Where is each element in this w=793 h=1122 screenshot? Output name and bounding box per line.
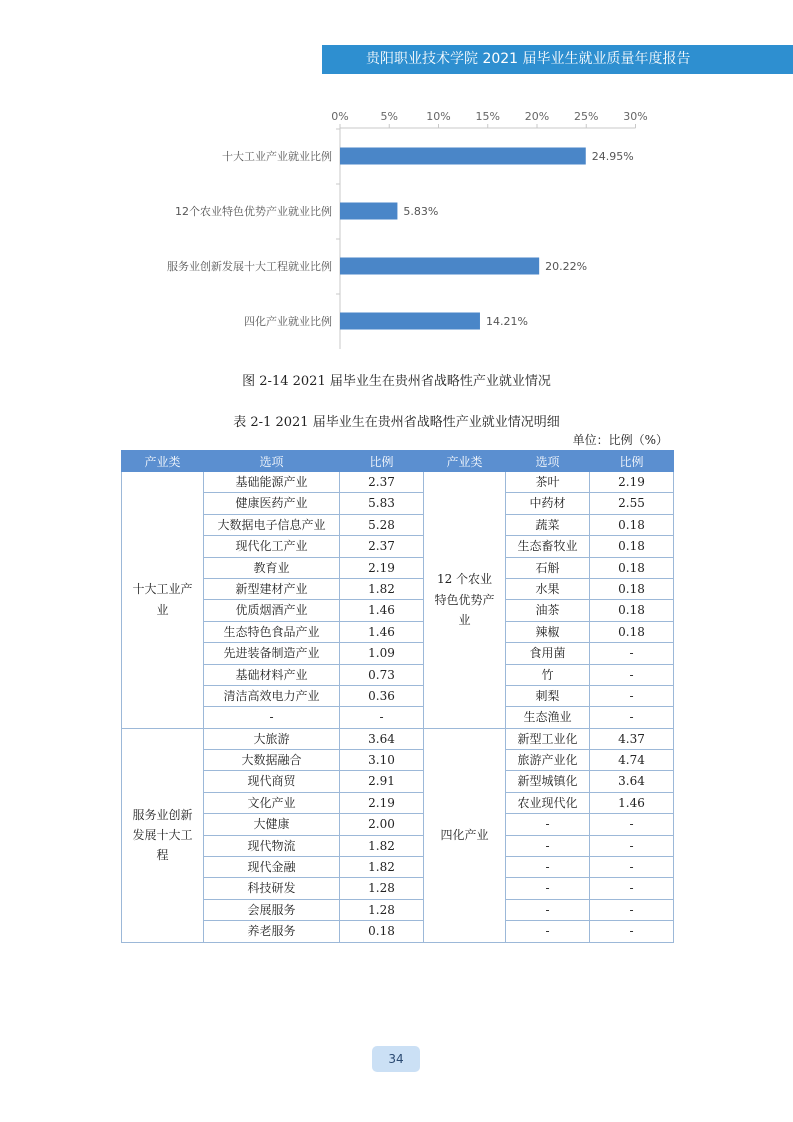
bar (340, 203, 397, 220)
left-option-cell: 现代商贸 (204, 771, 340, 792)
right-ratio-cell: 2.55 (590, 493, 674, 514)
right-ratio-cell: - (590, 664, 674, 685)
right-option-cell: 刺梨 (506, 685, 590, 706)
right-ratio-cell: 4.37 (590, 728, 674, 749)
right-option-cell: - (506, 857, 590, 878)
left-ratio-cell: 0.36 (340, 685, 424, 706)
header-option: 选项 (506, 451, 590, 472)
right-option-cell: 生态畜牧业 (506, 536, 590, 557)
x-tick-label: 30% (623, 110, 648, 123)
category-label: 十大工业产业就业比例 (222, 150, 332, 163)
table-row (122, 835, 674, 856)
left-ratio-cell: 5.83 (340, 493, 424, 514)
right-ratio-cell: - (590, 921, 674, 942)
left-option-cell: 现代化工产业 (204, 536, 340, 557)
right-option-cell: 新型工业化 (506, 728, 590, 749)
data-label: 14.21% (485, 315, 528, 328)
left-ratio-cell: 3.64 (340, 728, 424, 749)
left-option-cell: 养老服务 (204, 921, 340, 942)
left-ratio-cell: 1.46 (340, 600, 424, 621)
right-option-cell: - (506, 921, 590, 942)
left-option-cell: 科技研发 (204, 878, 340, 899)
right-option-cell: 油茶 (506, 600, 590, 621)
table-row (122, 621, 674, 642)
left-ratio-cell: 0.18 (340, 921, 424, 942)
table-row (122, 557, 674, 578)
left-ratio-cell: - (340, 707, 424, 728)
right-ratio-cell: - (590, 899, 674, 920)
right-ratio-cell: 1.46 (590, 792, 674, 813)
data-label: 20.22% (545, 260, 588, 273)
table-row (122, 600, 674, 621)
right-ratio-cell: 4.74 (590, 750, 674, 771)
left-option-cell: 大健康 (204, 814, 340, 835)
right-option-cell: - (506, 835, 590, 856)
left-option-cell: 先进装备制造产业 (204, 643, 340, 664)
table-row (122, 771, 674, 792)
right-option-cell: - (506, 814, 590, 835)
bar (340, 313, 480, 330)
right-option-cell: 农业现代化 (506, 792, 590, 813)
left-option-cell: 会展服务 (204, 899, 340, 920)
header-ratio: 比例 (340, 451, 424, 472)
left-ratio-cell: 2.91 (340, 771, 424, 792)
bar (340, 148, 586, 165)
right-ratio-cell: - (590, 878, 674, 899)
left-ratio-cell: 3.10 (340, 750, 424, 771)
x-tick-label: 20% (524, 110, 550, 123)
left-option-cell: 现代金融 (204, 857, 340, 878)
right-ratio-cell: - (590, 707, 674, 728)
left-option-cell: 健康医药产业 (204, 493, 340, 514)
left-option-cell: 现代物流 (204, 835, 340, 856)
left-ratio-cell: 1.82 (340, 857, 424, 878)
header-ratio: 比例 (590, 451, 674, 472)
x-tick-label: 15% (475, 110, 500, 123)
table-row (122, 493, 674, 514)
left-ratio-cell: 2.37 (340, 536, 424, 557)
left-category-cell: 服务业创新发展十大工程 (122, 728, 204, 942)
right-option-cell: 食用菌 (506, 643, 590, 664)
category-label: 12个农业特色优势产业就业比例 (175, 205, 332, 218)
left-option-cell: 基础能源产业 (204, 472, 340, 493)
left-category-cell: 十大工业产业 (122, 472, 204, 729)
right-ratio-cell: 0.18 (590, 514, 674, 535)
right-option-cell: 竹 (506, 664, 590, 685)
left-option-cell: 新型建材产业 (204, 578, 340, 599)
table-row (122, 472, 674, 493)
table-row (122, 792, 674, 813)
right-ratio-cell: 3.64 (590, 771, 674, 792)
right-ratio-cell: - (590, 643, 674, 664)
data-label: 24.95% (591, 150, 634, 163)
figure-caption: 图 2-14 2021 届毕业生在贵州省战略性产业就业情况 (242, 374, 551, 389)
right-ratio-cell: - (590, 857, 674, 878)
left-option-cell: - (204, 707, 340, 728)
right-option-cell: - (506, 878, 590, 899)
right-option-cell: 茶叶 (506, 472, 590, 493)
table-row (122, 857, 674, 878)
left-ratio-cell: 0.73 (340, 664, 424, 685)
right-option-cell: 水果 (506, 578, 590, 599)
table-row (122, 685, 674, 706)
left-option-cell: 文化产业 (204, 792, 340, 813)
left-ratio-cell: 1.82 (340, 578, 424, 599)
table-row (122, 643, 674, 664)
right-ratio-cell: 0.18 (590, 536, 674, 557)
right-category-cell: 12 个农业特色优势产业 (424, 472, 506, 729)
right-category-cell: 四化产业 (424, 728, 506, 942)
right-option-cell: - (506, 899, 590, 920)
right-ratio-cell: - (590, 835, 674, 856)
right-ratio-cell: 0.18 (590, 557, 674, 578)
header-category: 产业类 (122, 451, 204, 472)
employment-detail-table (121, 450, 674, 943)
report-header (322, 45, 793, 74)
left-ratio-cell: 1.28 (340, 899, 424, 920)
right-ratio-cell: 0.18 (590, 578, 674, 599)
left-ratio-cell: 2.37 (340, 472, 424, 493)
unit-label: 单位：比例（%） (572, 433, 668, 447)
table-row (122, 578, 674, 599)
table-header-row (122, 451, 674, 472)
left-option-cell: 清洁高效电力产业 (204, 685, 340, 706)
right-option-cell: 石斛 (506, 557, 590, 578)
table-row (122, 814, 674, 835)
left-option-cell: 优质烟酒产业 (204, 600, 340, 621)
header-category: 产业类 (424, 451, 506, 472)
table-row (122, 899, 674, 920)
header-option: 选项 (204, 451, 340, 472)
right-ratio-cell: - (590, 685, 674, 706)
left-option-cell: 大旅游 (204, 728, 340, 749)
right-option-cell: 中药材 (506, 493, 590, 514)
left-ratio-cell: 2.19 (340, 557, 424, 578)
right-option-cell: 生态渔业 (506, 707, 590, 728)
right-ratio-cell: 0.18 (590, 600, 674, 621)
table-row (122, 921, 674, 942)
left-ratio-cell: 5.28 (340, 514, 424, 535)
bar (340, 258, 539, 275)
x-tick-label: 10% (426, 110, 451, 123)
table-row (122, 878, 674, 899)
x-tick-label: 25% (574, 110, 599, 123)
left-ratio-cell: 1.46 (340, 621, 424, 642)
left-ratio-cell: 2.00 (340, 814, 424, 835)
category-label: 四化产业就业比例 (244, 315, 332, 328)
left-option-cell: 基础材料产业 (204, 664, 340, 685)
right-ratio-cell: 0.18 (590, 621, 674, 642)
left-option-cell: 大数据电子信息产业 (204, 514, 340, 535)
right-option-cell: 蔬菜 (506, 514, 590, 535)
right-ratio-cell: 2.19 (590, 472, 674, 493)
left-ratio-cell: 2.19 (340, 792, 424, 813)
table-caption: 表 2-1 2021 届毕业生在贵州省战略性产业就业情况明细 (233, 415, 560, 430)
table-row (122, 728, 674, 749)
report-title: 贵阳职业技术学院 2021 届毕业生就业质量年度报告 (366, 51, 691, 67)
left-option-cell: 生态特色食品产业 (204, 621, 340, 642)
left-option-cell: 大数据融合 (204, 750, 340, 771)
table-row (122, 514, 674, 535)
data-label: 5.83% (403, 205, 439, 218)
right-option-cell: 新型城镇化 (506, 771, 590, 792)
left-option-cell: 教育业 (204, 557, 340, 578)
x-tick-label: 0% (331, 110, 349, 123)
right-option-cell: 旅游产业化 (506, 750, 590, 771)
industry-employment-bar-chart (0, 100, 793, 350)
page-number-text: 34 (388, 1052, 404, 1066)
left-ratio-cell: 1.28 (340, 878, 424, 899)
table-row (122, 707, 674, 728)
right-option-cell: 辣椒 (506, 621, 590, 642)
category-label: 服务业创新发展十大工程就业比例 (167, 260, 332, 273)
left-ratio-cell: 1.82 (340, 835, 424, 856)
table-row (122, 750, 674, 771)
page-number (372, 1046, 420, 1072)
left-ratio-cell: 1.09 (340, 643, 424, 664)
table-row (122, 664, 674, 685)
x-tick-label: 5% (380, 110, 398, 123)
right-ratio-cell: - (590, 814, 674, 835)
table-row (122, 536, 674, 557)
